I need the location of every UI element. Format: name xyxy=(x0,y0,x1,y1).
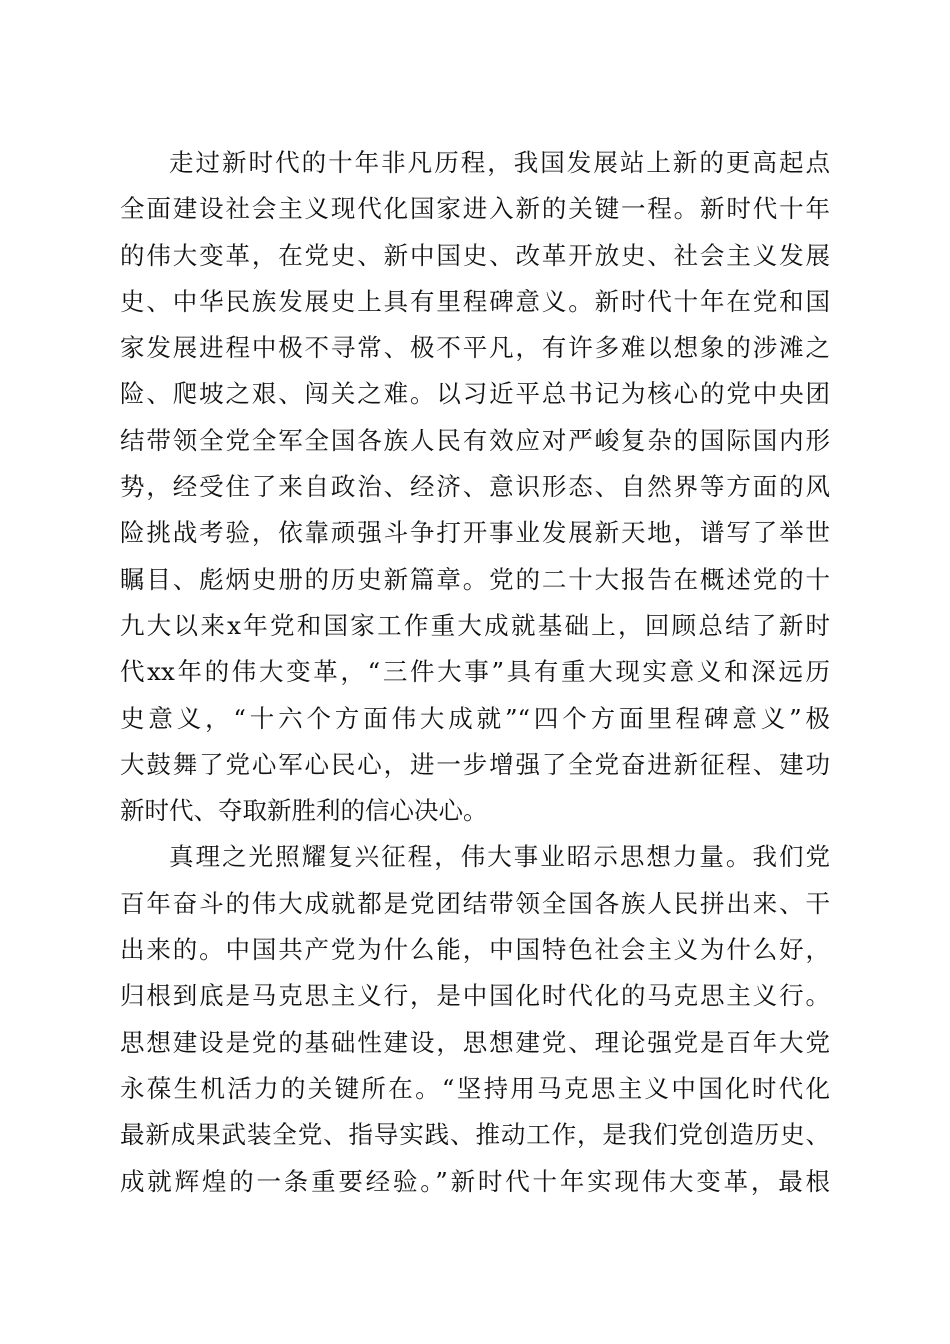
text-line: 永葆生机活力的关键所在。“坚持用马克思主义中国化时代化 xyxy=(120,1073,830,1103)
text-line: 结带领全党全军全国各族人民有效应对严峻复杂的国际国内形 xyxy=(120,425,830,455)
text-line: 百年奋斗的伟大成就都是党团结带领全国各族人民拼出来、干 xyxy=(120,888,830,918)
text-line: 险挑战考验，依靠顽强斗争打开事业发展新天地，谱写了举世 xyxy=(120,518,830,548)
text-line: 代xx年的伟大变革，“三件大事”具有重大现实意义和深远历 xyxy=(120,657,830,687)
text-line: 思想建设是党的基础性建设，思想建党、理论强党是百年大党 xyxy=(120,1027,830,1057)
text-line: 真理之光照耀复兴征程，伟大事业昭示思想力量。我们党 xyxy=(169,842,830,872)
text-line: 成就辉煌的一条重要经验。”新时代十年实现伟大变革，最根 xyxy=(120,1166,830,1196)
document-body xyxy=(120,140,830,1205)
text-line: 险、爬坡之艰、闯关之难。以习近平总书记为核心的党中央团 xyxy=(120,379,830,409)
text-line: 家发展进程中极不寻常、极不平凡，有许多难以想象的涉滩之 xyxy=(120,333,830,363)
text-line: 全面建设社会主义现代化国家进入新的关键一程。新时代十年 xyxy=(120,194,830,224)
text-line: 瞩目、彪炳史册的历史新篇章。党的二十大报告在概述党的十 xyxy=(120,564,830,594)
paragraph-1 xyxy=(120,140,830,834)
text-line: 史意义，“十六个方面伟大成就”“四个方面里程碑意义”极 xyxy=(120,703,830,733)
text-line: 势，经受住了来自政治、经济、意识形态、自然界等方面的风 xyxy=(120,472,830,502)
text-line: 九大以来x年党和国家工作重大成就基础上，回顾总结了新时 xyxy=(120,610,830,640)
text-line: 最新成果武装全党、指导实践、推动工作，是我们党创造历史、 xyxy=(120,1120,830,1150)
text-line: 新时代、夺取新胜利的信心决心。 xyxy=(120,796,488,826)
text-line: 出来的。中国共产党为什么能，中国特色社会主义为什么好， xyxy=(120,935,830,965)
text-line: 归根到底是马克思主义行，是中国化时代化的马克思主义行。 xyxy=(120,981,830,1011)
text-line: 走过新时代的十年非凡历程，我国发展站上新的更高起点 xyxy=(169,148,830,177)
paragraph-2 xyxy=(120,834,830,1204)
text-line: 的伟大变革，在党史、新中国史、改革开放史、社会主义发展 xyxy=(120,240,830,270)
text-line: 史、中华民族发展史上具有里程碑意义。新时代十年在党和国 xyxy=(120,286,830,316)
text-line: 大鼓舞了党心军心民心，进一步增强了全党奋进新征程、建功 xyxy=(120,749,830,779)
